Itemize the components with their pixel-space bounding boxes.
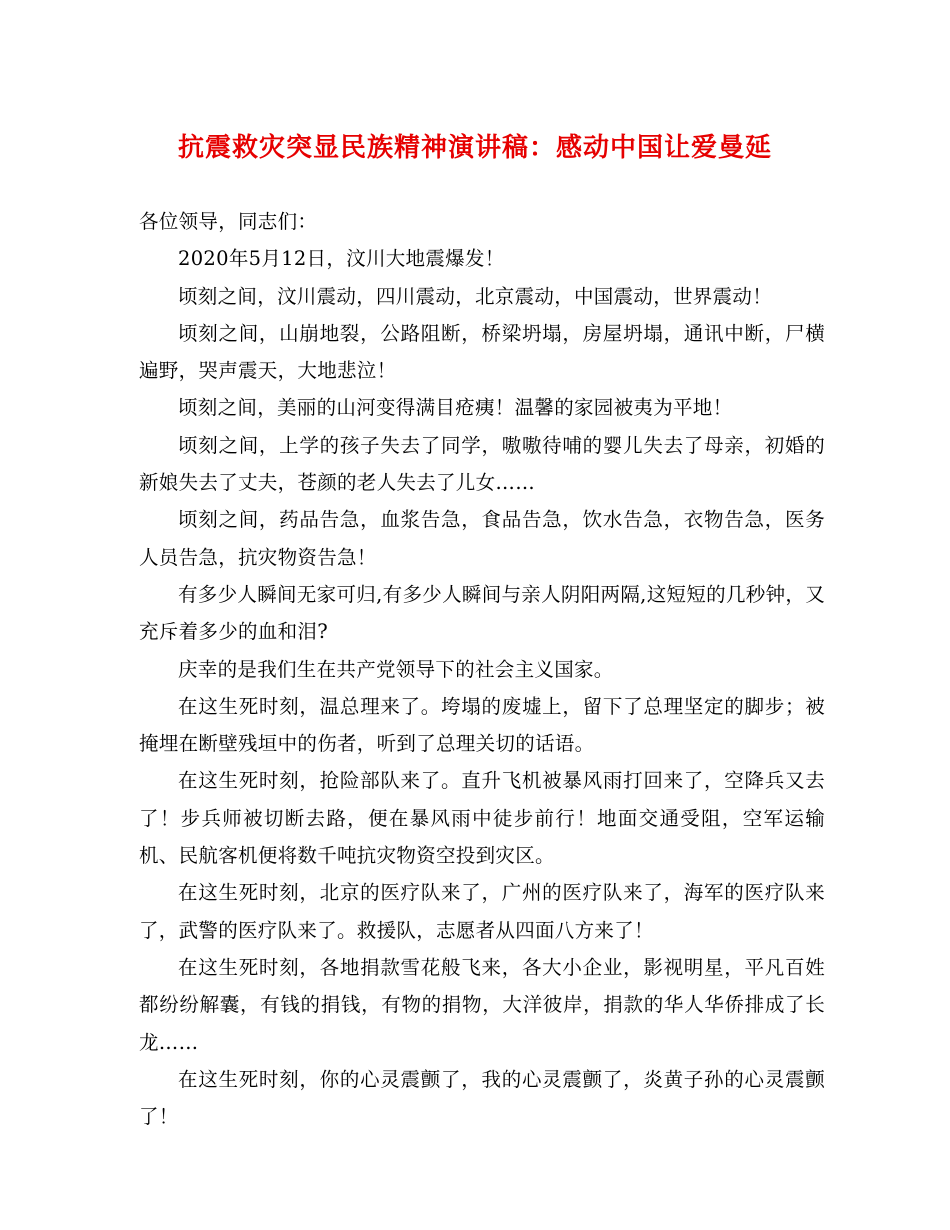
paragraph: 在这生死时刻，北京的医疗队来了，广州的医疗队来了，海军的医疗队来了，武警的医疗队来了。救援队，志愿者从四面八方来了！ xyxy=(139,881,825,942)
paragraph: 2020年5月12日，汶川大地震爆发！ xyxy=(178,247,505,271)
paragraph: 庆幸的是我们生在共产党领导下的社会主义国家。 xyxy=(178,657,614,681)
paragraph: 顷刻之间，山崩地裂，公路阻断，桥梁坍塌，房屋坍塌，通讯中断，尸横遍野，哭声震天，大地悲泣！ xyxy=(139,321,825,383)
paragraph: 顷刻之间，汶川震动，四川震动，北京震动，中国震动，世界震动！ xyxy=(178,284,773,308)
document-body xyxy=(139,203,825,1135)
salutation: 各位领导，同志们： xyxy=(139,210,318,233)
paragraph: 顷刻之间，药品告急，血浆告急，食品告急，饮水告急，衣物告急，医务人员告急，抗灾物资告急！ xyxy=(139,508,825,569)
paragraph: 在这生死时刻，你的心灵震颤了，我的心灵震颤了，炎黄子孙的心灵震颤了！ xyxy=(139,1067,825,1129)
paragraph: 顷刻之间，美丽的山河变得满目疮痍！温馨的家园被夷为平地！ xyxy=(178,396,733,420)
paragraph: 在这生死时刻，温总理来了。垮塌的废墟上，留下了总理坚定的脚步；被掩埋在断壁残垣中的伤者，听到了总理关切的话语。 xyxy=(139,694,825,756)
paragraph: 有多少人瞬间无家可归,有多少人瞬间与亲人阴阳两隔,这短短的几秒钟，又充斥着多少的血和泪? xyxy=(139,582,825,644)
document-title: 抗震救灾突显民族精神演讲稿：感动中国让爱曼延 xyxy=(177,133,772,163)
paragraph: 顷刻之间，上学的孩子失去了同学，嗷嗷待哺的婴儿失去了母亲，初婚的新娘失去了丈夫，苍颜的老人失去了儿女…… xyxy=(139,433,825,495)
paragraph: 在这生死时刻，抢险部队来了。直升飞机被暴风雨打回来了，空降兵又去了！步兵师被切断去路，便在暴风雨中徒步前行！地面交通受阻，空军运输机、民航客机便将数千吨抗灾物资空投到灾区。 xyxy=(139,769,825,868)
paragraph: 在这生死时刻，各地捐款雪花般飞来，各大小企业，影视明星，平凡百姓都纷纷解囊，有钱的捐钱，有物的捐物，大洋彼岸，捐款的华人华侨排成了长龙…… xyxy=(139,955,825,1054)
